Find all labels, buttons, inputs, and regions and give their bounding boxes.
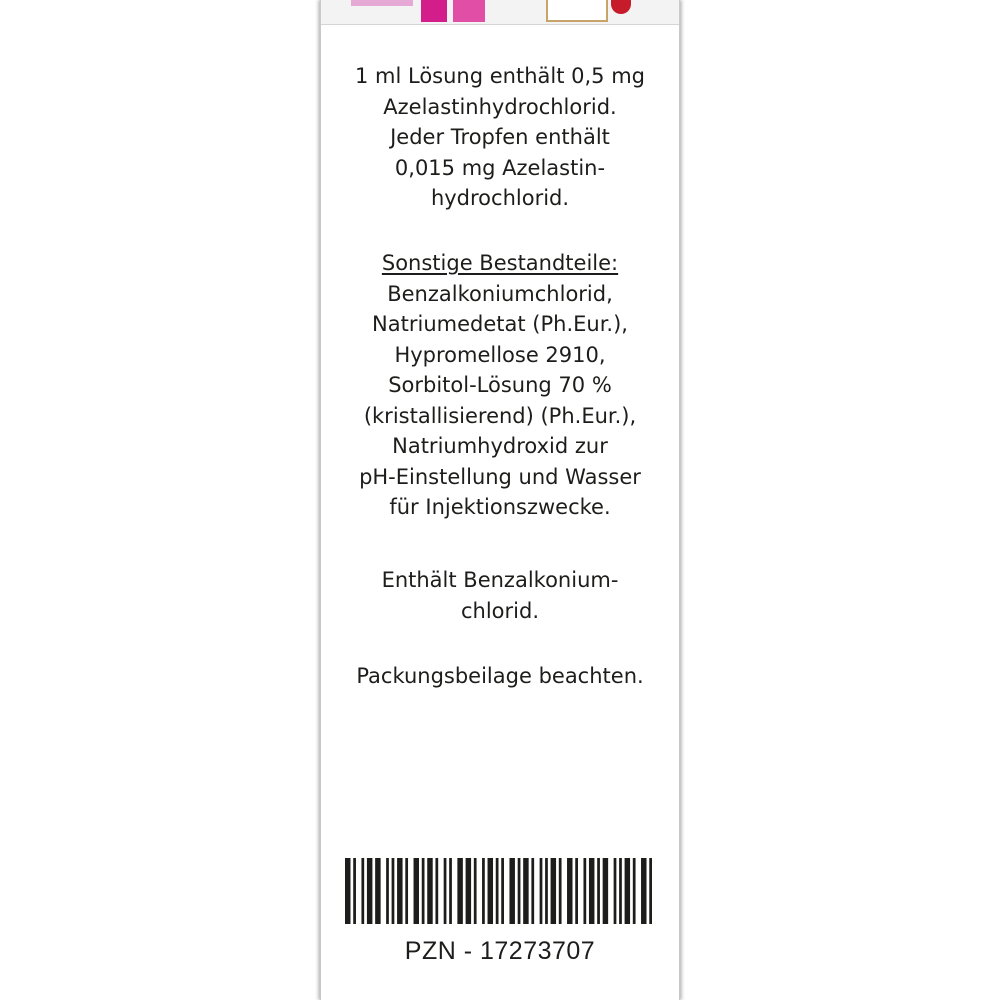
flap-magenta-graphic bbox=[421, 0, 447, 22]
barcode-bar bbox=[392, 858, 395, 924]
flap-magenta-graphic-2 bbox=[453, 0, 485, 22]
ingredient-line: pH-Einstellung und Wasser bbox=[359, 464, 641, 489]
barcode-bar bbox=[361, 858, 364, 924]
ingredient-line: für Injektionszwecke. bbox=[389, 495, 611, 519]
ingredient-line: Hypromellose 2910, bbox=[394, 342, 606, 367]
barcode-bar bbox=[427, 858, 432, 924]
barcode-bar bbox=[466, 858, 471, 924]
barcode-bar bbox=[449, 858, 452, 924]
barcode-bar bbox=[545, 858, 548, 924]
barcode-bar bbox=[567, 858, 572, 924]
strength-line: Jeder Tropfen enthält bbox=[390, 125, 610, 149]
medicine-box-side-panel bbox=[320, 0, 680, 1000]
barcode-bar bbox=[551, 858, 556, 924]
barcode-bar bbox=[474, 858, 477, 924]
barcode-bar bbox=[353, 858, 356, 924]
ingredient-line: Natriumedetat (Ph.Eur.), bbox=[372, 312, 628, 336]
barcode-bar bbox=[457, 858, 462, 924]
warning-paragraph bbox=[321, 565, 679, 626]
barcode bbox=[345, 858, 652, 924]
barcode-bar bbox=[386, 858, 389, 924]
barcode-bar bbox=[414, 858, 419, 924]
warning-line: Enthält Benzalkonium- bbox=[381, 568, 619, 592]
barcode-bar bbox=[422, 858, 425, 924]
strength-paragraph bbox=[321, 61, 679, 214]
barcode-bar bbox=[540, 858, 543, 924]
leaflet-note-paragraph bbox=[321, 661, 679, 692]
ingredient-line: Benzalkoniumchlorid, bbox=[387, 281, 613, 306]
barcode-bar bbox=[496, 858, 499, 924]
barcode-bar bbox=[523, 858, 528, 924]
barcode-bar bbox=[501, 858, 504, 924]
barcode-bar bbox=[375, 858, 380, 924]
ingredient-line: (kristallisierend) (Ph.Eur.), bbox=[363, 403, 637, 428]
barcode-bar bbox=[575, 858, 578, 924]
ingredients-paragraph bbox=[321, 248, 679, 523]
barcode-bar bbox=[603, 858, 608, 924]
barcode-bar bbox=[405, 858, 408, 924]
barcode-bar bbox=[531, 858, 534, 924]
strength-line: Azelastinhydrochlorid. bbox=[383, 94, 617, 119]
barcode-bar bbox=[488, 858, 493, 924]
flap-logo-mark bbox=[611, 0, 631, 14]
barcode-bar bbox=[367, 858, 372, 924]
barcode-bar bbox=[444, 858, 447, 924]
barcode-bar bbox=[345, 858, 350, 924]
flap-pink-stripe bbox=[351, 0, 413, 6]
barcode-bar bbox=[583, 858, 586, 924]
barcode-bar bbox=[589, 858, 594, 924]
barcode-bar bbox=[649, 858, 652, 924]
barcode-bar bbox=[619, 858, 622, 924]
ingredient-line: Natriumhydroxid zur bbox=[392, 434, 608, 458]
barcode-bar bbox=[509, 858, 514, 924]
ingredient-line: Sorbitol-Lösung 70 % bbox=[388, 373, 612, 397]
barcode-bar bbox=[633, 858, 636, 924]
barcode-bar bbox=[625, 858, 630, 924]
barcode-bar bbox=[614, 858, 617, 924]
barcode-bar bbox=[559, 858, 562, 924]
warning-line: chlorid. bbox=[460, 598, 539, 623]
box-top-flap bbox=[321, 0, 679, 25]
barcode-bar bbox=[435, 858, 438, 924]
strength-line: 1 ml Lösung enthält 0,5 mg bbox=[355, 64, 645, 88]
barcode-bar bbox=[518, 858, 521, 924]
pzn-number: PZN - 17273707 bbox=[404, 937, 596, 965]
flap-logo-frame bbox=[546, 0, 608, 22]
barcode-bar bbox=[397, 858, 402, 924]
barcode-bar bbox=[597, 858, 600, 924]
strength-line: hydrochlorid. bbox=[430, 186, 570, 210]
leaflet-note: Packungsbeilage beachten. bbox=[356, 664, 644, 688]
barcode-bar bbox=[641, 858, 646, 924]
ingredients-heading: Sonstige Bestandteile: bbox=[381, 251, 619, 275]
barcode-bar bbox=[482, 858, 485, 924]
strength-line: 0,015 mg Azelastin- bbox=[394, 155, 606, 180]
